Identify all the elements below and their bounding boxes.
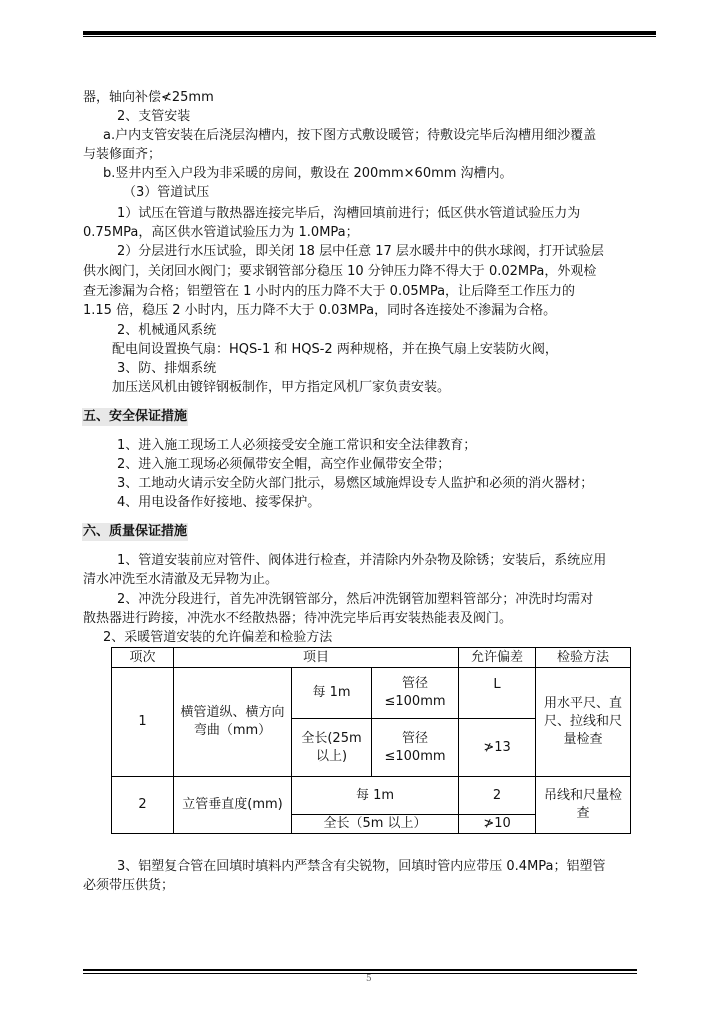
body-line: a.户内支管安装在后浇层沟槽内，按下图方式敷设暖管；待敷设完毕后沟槽用细沙覆盖 bbox=[103, 128, 597, 143]
body-line: 2）分层进行水压试验，即关闭 18 层中任意 17 层水暖井中的供水球阀，打开试验层 bbox=[117, 244, 604, 259]
table-cell: 管径≤100mm bbox=[372, 719, 459, 777]
tolerance-table bbox=[111, 647, 631, 834]
table-cell: L bbox=[459, 668, 536, 719]
table-cell: ≯10 bbox=[459, 815, 536, 834]
table-cell: 全长（5m 以上） bbox=[292, 815, 459, 834]
body-line: b.竖井内至入户段为非采暖的房间，敷设在 200mm×60mm 沟槽内。 bbox=[103, 166, 513, 181]
body-line: 2、进入施工现场必须佩带安全帽，高空作业佩带安全带； bbox=[117, 457, 451, 472]
header-cell: 项目 bbox=[174, 648, 459, 668]
body-line: 3、工地动火请示安全防火部门批示，易燃区域施焊设专人监护和必须的消火器材； bbox=[117, 476, 594, 491]
body-line: 2、冲洗分段进行，首先冲洗钢管部分，然后冲洗钢管加塑料管部分；冲洗时均需对 bbox=[117, 592, 594, 607]
body-line: 与装修面齐； bbox=[83, 147, 162, 162]
body-line: 必须带压供货； bbox=[83, 878, 175, 893]
table-cell: 2 bbox=[459, 777, 536, 815]
footer-rule-thin bbox=[83, 973, 637, 974]
body-line: 清水冲洗至水清澈及无异物为止。 bbox=[83, 572, 279, 587]
table-cell: 立管垂直度(mm) bbox=[174, 777, 292, 834]
section-heading-quality: 六、质量保证措施 bbox=[83, 524, 188, 539]
header-cell: 项次 bbox=[112, 648, 174, 668]
body-line: 3、铝塑复合管在回填时填料内严禁含有尖锐物，回填时管内应带压 0.4MPa；铝塑管 bbox=[117, 859, 606, 874]
table-header-row bbox=[112, 648, 631, 668]
table-cell: 用水平尺、直尺、拉线和尺量检查 bbox=[536, 668, 631, 777]
body-line: 4、用电设备作好接地、接零保护。 bbox=[117, 495, 321, 510]
table-row bbox=[112, 668, 631, 719]
body-line: 0.75MPa，高区供水管道试验压力为 1.0MPa； bbox=[83, 225, 359, 240]
table-cell: 每 1m bbox=[292, 777, 459, 815]
body-line: 2、机械通风系统 bbox=[117, 323, 217, 338]
body-line: 散热器进行跨接，冲洗水不经散热器；待冲洗完毕后再安装热能表及阀门。 bbox=[83, 611, 513, 626]
table-cell: 每 1m bbox=[292, 668, 372, 719]
body-line: 加压送风机由镀锌钢板制作，甲方指定风机厂家负责安装。 bbox=[112, 380, 451, 395]
table-cell: 管径≤100mm bbox=[372, 668, 459, 719]
body-line: 1）试压在管道与散热器连接完毕后，沟槽回填前进行；低区供水管道试验压力为 bbox=[117, 206, 581, 221]
body-line: 器，轴向补偿≮25mm bbox=[83, 90, 214, 105]
body-line: 查无渗漏为合格；铝塑管在 1 小时内的压力降不大于 0.05MPa，让后降至工作压力的 bbox=[83, 284, 576, 299]
table-cell: 吊线和尺量检查 bbox=[536, 777, 631, 834]
header-rule-thin bbox=[83, 36, 656, 37]
body-line: （3）管道试压 bbox=[123, 185, 210, 200]
header-rule bbox=[83, 31, 656, 35]
body-line: 配电间设置换气扇：HQS-1 和 HQS-2 两种规格，并在换气扇上安装防火阀， bbox=[112, 342, 558, 357]
body-line: 供水阀门，关闭回水阀门；要求钢管部分稳压 10 分钟压力降不得大于 0.02MPa，外观检 bbox=[83, 264, 597, 279]
table-row bbox=[112, 777, 631, 815]
table-cell: 1 bbox=[112, 668, 174, 777]
body-line: 2、支管安装 bbox=[117, 109, 191, 124]
table-cell: 横管道纵、横方向弯曲（mm） bbox=[174, 668, 292, 777]
table-cell: 2 bbox=[112, 777, 174, 834]
body-line: 1.15 倍，稳压 2 小时内，压力降不大于 0.03MPa，同时各连接处不渗漏为合格。 bbox=[83, 303, 557, 318]
footer-rule bbox=[83, 969, 637, 971]
section-heading-safety: 五、安全保证措施 bbox=[83, 409, 188, 424]
body-line: 3、防、排烟系统 bbox=[117, 361, 217, 376]
body-line: 1、管道安装前应对管件、阀体进行检查，并清除内外杂物及除锈；安装后，系统应用 bbox=[117, 553, 607, 568]
table-cell: 全长(25m 以上) bbox=[292, 719, 372, 777]
body-line: 2、采暖管道安装的允许偏差和检验方法 bbox=[103, 630, 333, 645]
body-line: 1、进入施工现场工人必须接受安全施工常识和安全法律教育； bbox=[117, 438, 477, 453]
header-cell: 检验方法 bbox=[536, 648, 631, 668]
table-cell: ≯13 bbox=[459, 719, 536, 777]
page-number: 5 bbox=[366, 974, 372, 984]
header-cell: 允许偏差 bbox=[459, 648, 536, 668]
